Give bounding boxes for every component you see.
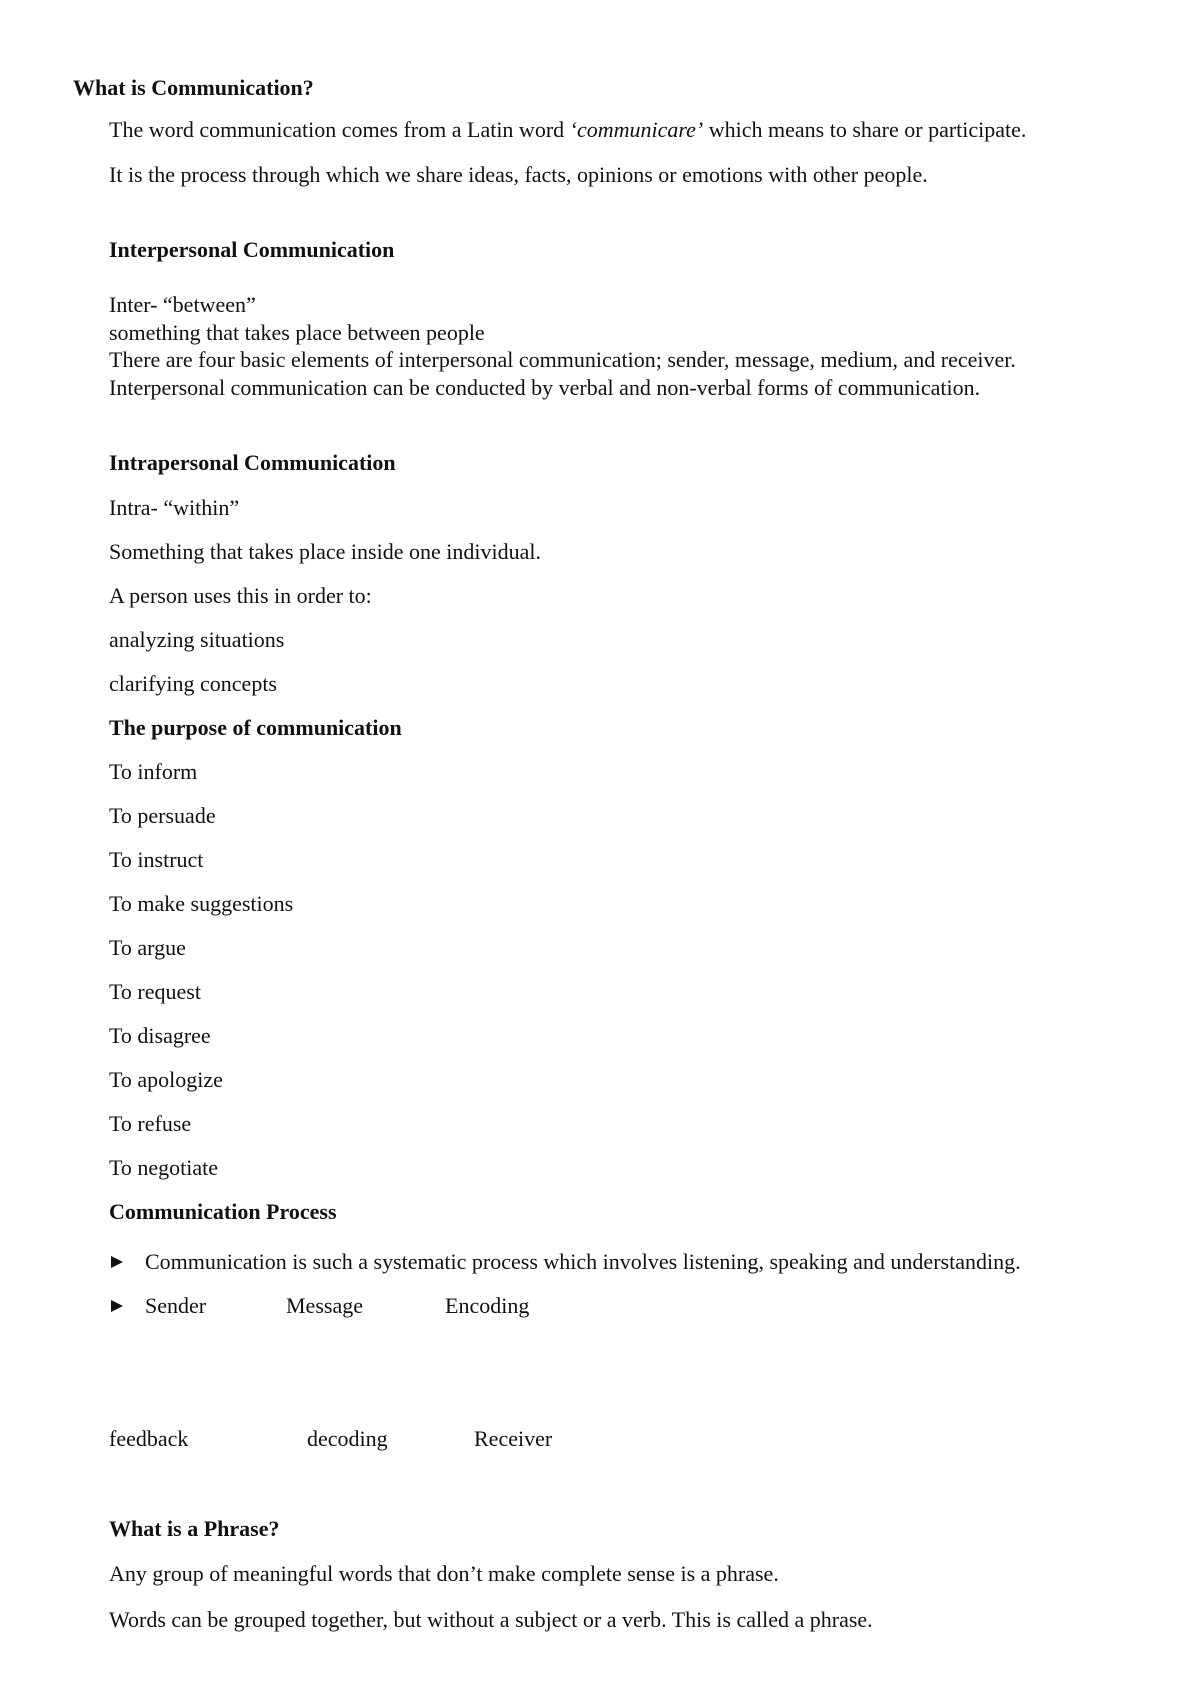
heading-purpose-of-communication: The purpose of communication bbox=[109, 715, 402, 740]
intrapersonal-line: clarifying concepts bbox=[109, 671, 277, 696]
flow-step-encoding: Encoding bbox=[445, 1293, 530, 1318]
heading-what-is-a-phrase: What is a Phrase? bbox=[109, 1516, 280, 1541]
intrapersonal-line: Something that takes place inside one individual. bbox=[109, 539, 541, 564]
heading-communication-process: Communication Process bbox=[109, 1199, 337, 1224]
definition-text-start: The word communication comes from a Latin word bbox=[109, 117, 570, 142]
flow-step-sender: Sender bbox=[145, 1293, 207, 1318]
intrapersonal-line: A person uses this in order to: bbox=[109, 583, 372, 608]
intrapersonal-line: Intra- “within” bbox=[109, 495, 240, 520]
purpose-item: To refuse bbox=[109, 1111, 192, 1136]
heading-intrapersonal-communication: Intrapersonal Communication bbox=[109, 450, 396, 475]
definition-text-end: which means to share or participate. bbox=[703, 117, 1027, 142]
purpose-item: To request bbox=[109, 979, 201, 1004]
purpose-item: To argue bbox=[109, 935, 186, 960]
flow-step-feedback: feedback bbox=[109, 1426, 189, 1451]
purpose-item: To instruct bbox=[109, 847, 204, 872]
phrase-paragraph: Any group of meaningful words that don’t make complete sense is a phrase. bbox=[109, 1561, 779, 1586]
bullet-arrow-icon bbox=[111, 1256, 123, 1268]
intrapersonal-line: analyzing situations bbox=[109, 627, 285, 652]
purpose-item: To inform bbox=[109, 759, 198, 784]
phrase-paragraph: Words can be grouped together, but without a subject or a verb. This is called a phrase. bbox=[109, 1607, 873, 1632]
purpose-item: To make suggestions bbox=[109, 891, 294, 916]
purpose-item: To negotiate bbox=[109, 1155, 219, 1180]
interpersonal-line: something that takes place between people bbox=[109, 320, 485, 345]
purpose-item: To disagree bbox=[109, 1023, 211, 1048]
heading-interpersonal-communication: Interpersonal Communication bbox=[109, 237, 395, 262]
process-bullet-text: Communication is such a systematic process which involves listening, speaking and understanding. bbox=[145, 1249, 1021, 1274]
bullet-arrow-icon bbox=[111, 1300, 123, 1312]
interpersonal-line: There are four basic elements of interpersonal communication; sender, message, medium, and receiver. bbox=[109, 347, 1016, 372]
interpersonal-line: Inter- “between” bbox=[109, 292, 256, 317]
flow-step-receiver: Receiver bbox=[474, 1426, 553, 1451]
purpose-item: To persuade bbox=[109, 803, 216, 828]
interpersonal-line: Interpersonal communication can be conducted by verbal and non-verbal forms of communication. bbox=[109, 375, 981, 400]
heading-what-is-communication: What is Communication? bbox=[73, 75, 314, 100]
latin-word: ‘communicare’ bbox=[569, 117, 704, 142]
flow-step-message: Message bbox=[286, 1293, 363, 1318]
communication-process-paragraph: It is the process through which we share ideas, facts, opinions or emotions with other people. bbox=[109, 162, 928, 187]
flow-step-decoding: decoding bbox=[307, 1426, 388, 1451]
communication-definition-paragraph bbox=[109, 119, 1026, 141]
purpose-item: To apologize bbox=[109, 1067, 223, 1092]
